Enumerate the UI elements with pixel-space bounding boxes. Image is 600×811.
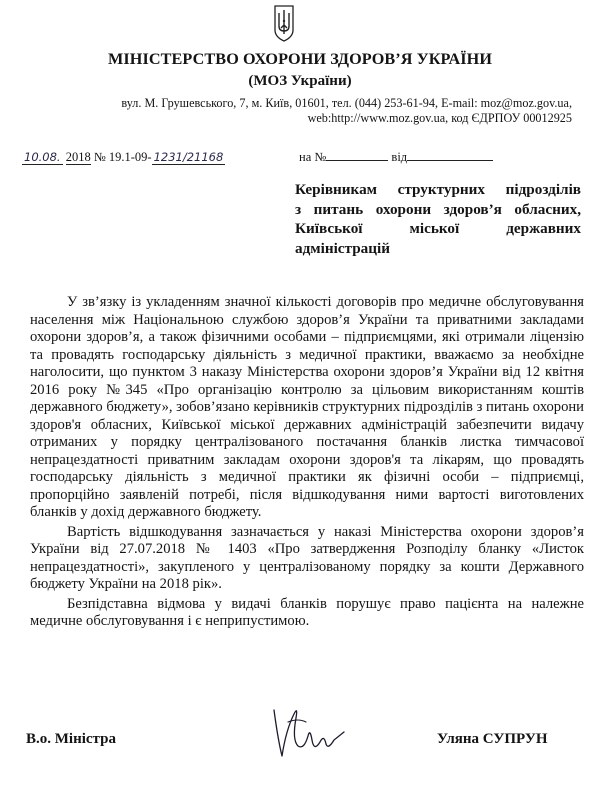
contact-web: web:http://www.moz.gov.ua, код ЄДРПОУ 00012925 bbox=[307, 111, 572, 125]
response-number-label: на № bbox=[299, 150, 327, 164]
handwritten-signature bbox=[268, 700, 358, 764]
handwritten-date: 10.08. bbox=[24, 150, 61, 164]
body-paragraph: Вартість відшкодування зазначається у наказі Міністерства охорони здоров’я України від 27.07.2018 № 1403 «Про затвердження Розподілу бланку «Листок непрацездатності», закупленого у централізованому порядку за кошти Державного бюджету України на 2018 рік». bbox=[30, 523, 584, 592]
contact-address: вул. М. Грушевського, 7, м. Київ, 01601, тел. (044) 253-61-94, E-mail: moz@moz.gov.ua, bbox=[121, 96, 572, 110]
ministry-name: МІНІСТЕРСТВО ОХОРОНИ ЗДОРОВ’Я УКРАЇНИ bbox=[107, 50, 493, 68]
addressee-line: Київської міської державних bbox=[295, 220, 581, 237]
ministry-abbreviation: (МОЗ України) bbox=[248, 73, 352, 89]
addressee-line: Керівникам структурних підрозділів bbox=[295, 181, 581, 198]
addressee-line: адміністрацій bbox=[295, 239, 390, 257]
registration-year: 2018 bbox=[65, 150, 91, 164]
outgoing-registration bbox=[22, 150, 225, 165]
addressee-block bbox=[295, 180, 581, 258]
signer-title: В.о. Міністра bbox=[26, 731, 116, 747]
response-date-blank bbox=[407, 160, 493, 161]
incoming-reference bbox=[299, 150, 493, 165]
response-number-blank bbox=[326, 160, 388, 161]
handwritten-number: 1231/21168 bbox=[153, 150, 224, 164]
response-date-label: від bbox=[391, 150, 408, 164]
body-paragraph: Безпідставна відмова у видачі бланків порушує право пацієнта на належне медичне обслуговування і є неприпустимою. bbox=[30, 595, 584, 629]
registration-number-prefix: № 19.1-09- bbox=[93, 150, 152, 164]
letter-body bbox=[30, 294, 584, 631]
trident-coat-of-arms-icon bbox=[274, 4, 294, 42]
signer-name: Уляна СУПРУН bbox=[437, 731, 548, 747]
addressee-line: з питань охорони здоров’я обласних, bbox=[295, 200, 581, 218]
body-paragraph: У зв’язку із укладенням значної кількості договорів про медичне обслуговування населення між Національною службою здоров’я України та приватними закладами охорони здоров’я, а також фізичними особами – підприємцями, які отримали ліцензію та провадять господарську діяльність з медичної практики, вважаємо за необхідне наголосити, що пунктом 3 наказу Міністерства охорони здоров’я України від 12 квітня 2016 року №345 «Про організацію контролю за цільовим використанням коштів державного бюджету», зобов’язано керівників структурних підрозділів з питань охорони здоров'я обласних, Київської міської державних адміністрацій забезпечити видачу отриманих у порядку централізованого постачання бланків листка тимчасової непрацездатності приватним закладам охорони здоров'я та лікарям, що провадять господарську діяльність з медичної практики як фізичні особи – підприємці, пропорційно заявленій потребі, після відшкодування ними вартості виготовлених бланків у дохід державного бюджету. bbox=[30, 294, 584, 520]
